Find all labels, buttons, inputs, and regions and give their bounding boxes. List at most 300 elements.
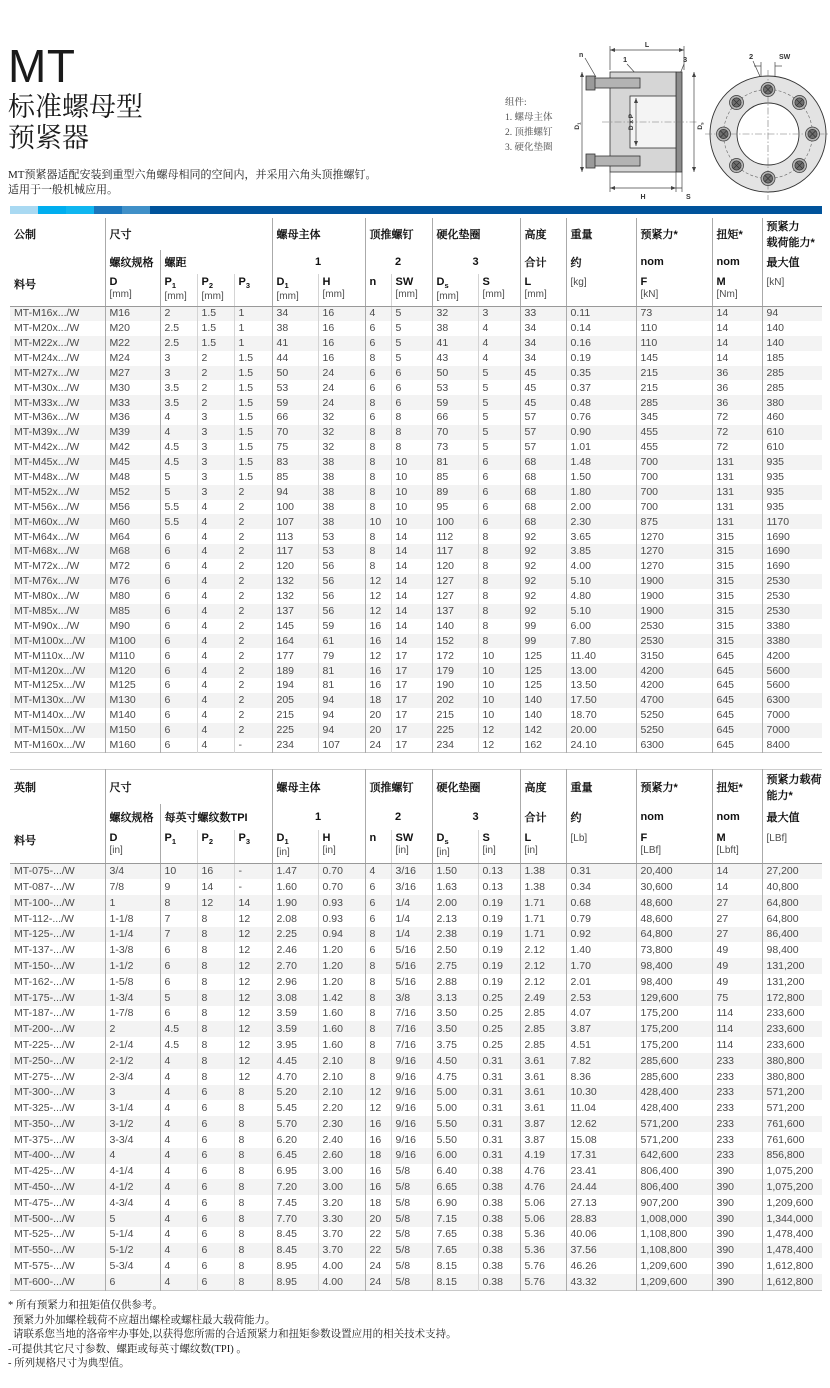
cell: 4 bbox=[197, 589, 234, 604]
cell: 6 bbox=[160, 634, 197, 649]
header-row bbox=[10, 830, 822, 864]
cell: MT-150-.../W bbox=[14, 959, 75, 972]
cell: 4 bbox=[478, 336, 520, 351]
cell: 0.94 bbox=[318, 927, 365, 943]
cell: MT-M42x.../W bbox=[14, 441, 80, 454]
cell: 92 bbox=[520, 529, 566, 544]
cell: 8 bbox=[234, 1258, 272, 1274]
cell: 8 bbox=[197, 1021, 234, 1037]
cell: 0.13 bbox=[478, 879, 520, 895]
header-row bbox=[10, 250, 822, 274]
cell: MT-M76x.../W bbox=[14, 575, 80, 588]
cell: 571,200 bbox=[762, 1100, 822, 1116]
cell: 10 bbox=[391, 470, 432, 485]
cell: 700 bbox=[636, 500, 712, 515]
cell: 20.00 bbox=[566, 723, 636, 738]
cell: 3 bbox=[478, 306, 520, 321]
cell: 0.38 bbox=[478, 1227, 520, 1243]
components-title: 组件: bbox=[505, 98, 527, 108]
cell: M150 bbox=[105, 723, 160, 738]
cell: 4 bbox=[197, 574, 234, 589]
cross-section-diagram bbox=[574, 36, 706, 206]
cell: 2.75 bbox=[432, 958, 478, 974]
cell: 4 bbox=[160, 1100, 197, 1116]
cell: 7.65 bbox=[432, 1243, 478, 1259]
cell: 5/8 bbox=[391, 1258, 432, 1274]
cell: 8 bbox=[234, 1148, 272, 1164]
cell: 571,200 bbox=[636, 1116, 712, 1132]
cell: 2.10 bbox=[318, 1053, 365, 1069]
column-group-header: 合计 bbox=[520, 804, 566, 830]
column-group-header: 最大值 bbox=[762, 250, 822, 274]
header-row bbox=[10, 804, 822, 830]
cell: 6300 bbox=[636, 738, 712, 753]
component-item: 1. 螺母主体 bbox=[505, 113, 553, 123]
cell: 8 bbox=[478, 559, 520, 574]
cell: 68 bbox=[520, 500, 566, 515]
cell: 14 bbox=[712, 321, 762, 336]
cell: 2530 bbox=[762, 604, 822, 619]
cell: 162 bbox=[520, 738, 566, 753]
cell: 48,600 bbox=[636, 895, 712, 911]
cell: 2 bbox=[160, 306, 197, 321]
cell: 10 bbox=[478, 708, 520, 723]
cell: MT-M90x.../W bbox=[14, 619, 80, 632]
cell: 16 bbox=[365, 634, 391, 649]
cell: 0.19 bbox=[478, 942, 520, 958]
cell: 4-1/4 bbox=[105, 1164, 160, 1180]
cell: 1.47 bbox=[272, 864, 318, 880]
cell: 125 bbox=[520, 648, 566, 663]
cell: 4.76 bbox=[520, 1164, 566, 1180]
cell: 38 bbox=[318, 500, 365, 515]
cell: M76 bbox=[105, 574, 160, 589]
cell: 5 bbox=[478, 410, 520, 425]
cell: 3 bbox=[160, 366, 197, 381]
column-group-header: 每英寸螺纹数TPI bbox=[160, 804, 272, 830]
cell: 70 bbox=[272, 425, 318, 440]
cell: MT-600-.../W bbox=[14, 1275, 75, 1288]
cell: 1.48 bbox=[566, 455, 636, 470]
cell: 16 bbox=[318, 321, 365, 336]
cell: 6 bbox=[391, 366, 432, 381]
cell: 2.20 bbox=[318, 1100, 365, 1116]
cell: 8 bbox=[197, 942, 234, 958]
cell: 2-1/4 bbox=[105, 1037, 160, 1053]
cell: 6 bbox=[197, 1100, 234, 1116]
column-group-header: 扭矩* bbox=[712, 218, 762, 250]
cell: 114 bbox=[712, 1037, 762, 1053]
dim-label-DxP: D x P bbox=[628, 113, 635, 131]
cell: 1690 bbox=[762, 559, 822, 574]
cell: 6300 bbox=[762, 693, 822, 708]
cell: 4 bbox=[160, 1148, 197, 1164]
cell: M90 bbox=[105, 619, 160, 634]
cell: 14 bbox=[391, 544, 432, 559]
table-row bbox=[10, 500, 822, 515]
table-row bbox=[10, 1211, 822, 1227]
cell: 3/8 bbox=[391, 990, 432, 1006]
cell: 5 bbox=[478, 380, 520, 395]
column-group-header: 螺距 bbox=[160, 250, 272, 274]
column-header: $D_s$ [in] bbox=[432, 830, 478, 864]
cell: 140 bbox=[520, 708, 566, 723]
cell: 8 bbox=[197, 927, 234, 943]
column-group-header: 顶推螺钉 bbox=[365, 218, 432, 250]
cell: 4.5 bbox=[160, 455, 197, 470]
cell: 233,600 bbox=[762, 1037, 822, 1053]
table-row bbox=[10, 1053, 822, 1069]
cell: 0.25 bbox=[478, 990, 520, 1006]
cell: 12 bbox=[365, 648, 391, 663]
cell: 1-1/2 bbox=[105, 958, 160, 974]
cell: 3150 bbox=[636, 648, 712, 663]
cell: 50 bbox=[272, 366, 318, 381]
cell: 4.5 bbox=[160, 440, 197, 455]
cell: 12 bbox=[365, 589, 391, 604]
cell: 4.00 bbox=[318, 1274, 365, 1290]
cell: MT-350-.../W bbox=[14, 1117, 75, 1130]
cell: 390 bbox=[712, 1195, 762, 1211]
cell: 6 bbox=[365, 380, 391, 395]
cell: 5/8 bbox=[391, 1211, 432, 1227]
cell: 0.31 bbox=[566, 864, 636, 880]
cell: 5/16 bbox=[391, 942, 432, 958]
cell: 0.19 bbox=[478, 895, 520, 911]
cell: 57 bbox=[520, 440, 566, 455]
cell: 4.45 bbox=[272, 1053, 318, 1069]
cell: 315 bbox=[712, 604, 762, 619]
column-header: D [in] bbox=[105, 830, 160, 864]
cell: 16 bbox=[365, 1164, 391, 1180]
cell: 315 bbox=[712, 544, 762, 559]
cell: 0.68 bbox=[566, 895, 636, 911]
cell: 1270 bbox=[636, 529, 712, 544]
cell: 68 bbox=[520, 455, 566, 470]
cell: MT-M24x.../W bbox=[14, 351, 80, 364]
cell: 1.5 bbox=[234, 455, 272, 470]
cell: 12 bbox=[234, 1006, 272, 1022]
cell: 81 bbox=[432, 455, 478, 470]
column-group-header: nom bbox=[636, 804, 712, 830]
column-header: M [Lbft] bbox=[712, 830, 762, 864]
cell: 6 bbox=[365, 879, 391, 895]
column-header: n bbox=[365, 830, 391, 864]
cell: 17 bbox=[391, 648, 432, 663]
cell: 5-1/4 bbox=[105, 1227, 160, 1243]
cell: 8 bbox=[365, 958, 391, 974]
cell: 107 bbox=[318, 738, 365, 753]
cell: 806,400 bbox=[636, 1164, 712, 1180]
cell: M30 bbox=[105, 380, 160, 395]
cell: 18 bbox=[365, 1148, 391, 1164]
cell: 0.70 bbox=[318, 879, 365, 895]
cell: MT-M27x.../W bbox=[14, 366, 80, 379]
column-header: M [Nm] bbox=[712, 274, 762, 306]
cell: 14 bbox=[391, 574, 432, 589]
cell: 6 bbox=[160, 663, 197, 678]
table-row bbox=[10, 1100, 822, 1116]
cell: 38 bbox=[318, 485, 365, 500]
cell: 1.5 bbox=[197, 336, 234, 351]
cell: 12 bbox=[234, 1037, 272, 1053]
cell: 8 bbox=[197, 990, 234, 1006]
cell: 3/16 bbox=[391, 879, 432, 895]
cell: 5.00 bbox=[432, 1100, 478, 1116]
cell: 2.13 bbox=[432, 911, 478, 927]
cell: 34 bbox=[272, 306, 318, 321]
cell: 3.20 bbox=[318, 1195, 365, 1211]
cell: 315 bbox=[712, 619, 762, 634]
cell: 94 bbox=[318, 693, 365, 708]
cell: 380,800 bbox=[762, 1069, 822, 1085]
page-subtitle-line1: 标准螺母型 bbox=[8, 92, 143, 122]
cell: - bbox=[234, 864, 272, 880]
cell: 3.87 bbox=[520, 1132, 566, 1148]
cell: 72 bbox=[712, 425, 762, 440]
cell: 8 bbox=[234, 1100, 272, 1116]
cell: 2 bbox=[197, 351, 234, 366]
cell: 4 bbox=[197, 604, 234, 619]
cell: 18 bbox=[365, 1195, 391, 1211]
cell: 390 bbox=[712, 1211, 762, 1227]
cell: 6 bbox=[197, 1164, 234, 1180]
cell: 92 bbox=[520, 574, 566, 589]
column-header: $D_s$ [mm] bbox=[432, 274, 478, 306]
column-group-header: 3 bbox=[432, 250, 520, 274]
cell: 8 bbox=[478, 604, 520, 619]
cell: 4 bbox=[478, 321, 520, 336]
cell: 20,400 bbox=[636, 864, 712, 880]
cell: 6 bbox=[197, 1227, 234, 1243]
cell: 56 bbox=[318, 559, 365, 574]
cell: 2.5 bbox=[160, 321, 197, 336]
column-group-header: 顶推螺钉 bbox=[365, 770, 432, 804]
cell: 7 bbox=[160, 927, 197, 943]
cell: 7/16 bbox=[391, 1006, 432, 1022]
cell: 17.50 bbox=[566, 693, 636, 708]
cell: 8 bbox=[197, 974, 234, 990]
cell: 27 bbox=[712, 895, 762, 911]
cell: 7/16 bbox=[391, 1021, 432, 1037]
cell: 4.76 bbox=[520, 1179, 566, 1195]
table-row bbox=[10, 911, 822, 927]
cell: MT-250-.../W bbox=[14, 1054, 75, 1067]
cell: 4 bbox=[160, 1195, 197, 1211]
cell: 4 bbox=[197, 529, 234, 544]
cell: 17.31 bbox=[566, 1148, 636, 1164]
cell: 1.5 bbox=[197, 306, 234, 321]
cell: 2.46 bbox=[272, 942, 318, 958]
cell: 8.95 bbox=[272, 1274, 318, 1290]
cell: 390 bbox=[712, 1243, 762, 1259]
cell: 315 bbox=[712, 634, 762, 649]
cell: 8 bbox=[365, 351, 391, 366]
cell: 1.5 bbox=[234, 440, 272, 455]
cell: 610 bbox=[762, 425, 822, 440]
cell: 2.12 bbox=[520, 942, 566, 958]
cell: MT-500-.../W bbox=[14, 1212, 75, 1225]
cell: 6 bbox=[160, 574, 197, 589]
cell: 233,600 bbox=[762, 1006, 822, 1022]
cell: 83 bbox=[272, 455, 318, 470]
cell: 7/16 bbox=[391, 1037, 432, 1053]
cell: 140 bbox=[432, 619, 478, 634]
cell: 37.56 bbox=[566, 1243, 636, 1259]
cell: 22 bbox=[365, 1227, 391, 1243]
cell: 3.59 bbox=[272, 1006, 318, 1022]
cell: 45 bbox=[520, 395, 566, 410]
cell: 345 bbox=[636, 410, 712, 425]
cell: 1900 bbox=[636, 574, 712, 589]
cell: 36 bbox=[712, 366, 762, 381]
callout-1: 1 bbox=[623, 55, 628, 64]
cell: M60 bbox=[105, 514, 160, 529]
column-group-header: 最大值 bbox=[762, 804, 822, 830]
cell: 3.61 bbox=[520, 1053, 566, 1069]
cell: 10 bbox=[391, 455, 432, 470]
cell: MT-M120x.../W bbox=[14, 664, 86, 677]
jack-bolt-head bbox=[586, 154, 595, 168]
cell: 3.61 bbox=[520, 1069, 566, 1085]
cell: 5250 bbox=[636, 708, 712, 723]
header-row bbox=[10, 770, 822, 804]
cell: 2.00 bbox=[566, 500, 636, 515]
cell: 44 bbox=[272, 351, 318, 366]
cell: 24.44 bbox=[566, 1179, 636, 1195]
cell: 4 bbox=[160, 1179, 197, 1195]
cell: 8.15 bbox=[432, 1274, 478, 1290]
cell: M52 bbox=[105, 485, 160, 500]
cell: 0.93 bbox=[318, 895, 365, 911]
cell: MT-187-.../W bbox=[14, 1007, 75, 1020]
table-row bbox=[10, 380, 822, 395]
cell: 10 bbox=[365, 514, 391, 529]
cell: 17 bbox=[391, 723, 432, 738]
cell: 2 bbox=[234, 648, 272, 663]
column-header: $D_1$ [mm] bbox=[272, 274, 318, 306]
cell: 1-5/8 bbox=[105, 974, 160, 990]
cell: 92 bbox=[520, 589, 566, 604]
cell: 18.70 bbox=[566, 708, 636, 723]
cell: 645 bbox=[712, 723, 762, 738]
table-row bbox=[10, 708, 822, 723]
cell: M85 bbox=[105, 604, 160, 619]
cell: 3.5 bbox=[160, 380, 197, 395]
table-row bbox=[10, 958, 822, 974]
cell: 120 bbox=[272, 559, 318, 574]
table-row bbox=[10, 990, 822, 1006]
cell: 22 bbox=[365, 1243, 391, 1259]
table-row bbox=[10, 895, 822, 911]
cell: 12 bbox=[234, 1021, 272, 1037]
cell: 11.04 bbox=[566, 1100, 636, 1116]
cell: 32 bbox=[432, 306, 478, 321]
cell: 6 bbox=[365, 942, 391, 958]
cell: 315 bbox=[712, 589, 762, 604]
cell: 8.36 bbox=[566, 1069, 636, 1085]
cell: 12 bbox=[234, 1053, 272, 1069]
cell: MT-M160x.../W bbox=[14, 738, 86, 751]
cell: 2 bbox=[234, 514, 272, 529]
cell: 72 bbox=[712, 410, 762, 425]
cell: 4.00 bbox=[318, 1258, 365, 1274]
cell: M16 bbox=[105, 306, 160, 321]
cell: 0.90 bbox=[566, 425, 636, 440]
cell: 8 bbox=[365, 529, 391, 544]
cell: 4 bbox=[197, 514, 234, 529]
cell: 233 bbox=[712, 1116, 762, 1132]
cell: 92 bbox=[520, 604, 566, 619]
cell: 285 bbox=[636, 395, 712, 410]
cell: 0.31 bbox=[478, 1132, 520, 1148]
cell: 3.75 bbox=[432, 1037, 478, 1053]
cell: 4 bbox=[160, 1274, 197, 1290]
cell: MT-M52x.../W bbox=[14, 485, 80, 498]
cell: 1.50 bbox=[566, 470, 636, 485]
cell: 0.31 bbox=[478, 1116, 520, 1132]
cell: 8.45 bbox=[272, 1243, 318, 1259]
cell: 1270 bbox=[636, 559, 712, 574]
cell: 7 bbox=[160, 911, 197, 927]
table-row bbox=[10, 738, 822, 753]
cell: 3.30 bbox=[318, 1211, 365, 1227]
cell: 1.60 bbox=[318, 1021, 365, 1037]
cell: 131 bbox=[712, 470, 762, 485]
cell: 8 bbox=[234, 1195, 272, 1211]
banner-segment bbox=[150, 206, 822, 214]
cell: 1 bbox=[234, 306, 272, 321]
cell: 215 bbox=[432, 708, 478, 723]
cell: 99 bbox=[520, 619, 566, 634]
cell: 5 bbox=[391, 351, 432, 366]
cell: 8 bbox=[234, 1211, 272, 1227]
cell: 1.42 bbox=[318, 990, 365, 1006]
table-row bbox=[10, 1021, 822, 1037]
cell: 5.76 bbox=[520, 1258, 566, 1274]
cell: 2 bbox=[234, 708, 272, 723]
cell: MT-162-.../W bbox=[14, 975, 75, 988]
column-group-header: 螺纹规格 bbox=[105, 804, 160, 830]
cell: 3.87 bbox=[520, 1116, 566, 1132]
cell: 8 bbox=[365, 1053, 391, 1069]
metric-table bbox=[10, 218, 822, 753]
cell: 56 bbox=[318, 589, 365, 604]
cell: 0.38 bbox=[478, 1164, 520, 1180]
cell: MT-M64x.../W bbox=[14, 530, 80, 543]
table-row bbox=[10, 1164, 822, 1180]
cell: 5600 bbox=[762, 678, 822, 693]
cell: 6 bbox=[197, 1179, 234, 1195]
cell: 3.87 bbox=[566, 1021, 636, 1037]
cell: 3.13 bbox=[432, 990, 478, 1006]
cell: 114 bbox=[712, 1021, 762, 1037]
cell: 189 bbox=[272, 663, 318, 678]
cell: MT-300-.../W bbox=[14, 1086, 75, 1099]
cell: 2.70 bbox=[272, 958, 318, 974]
cell: 5/8 bbox=[391, 1179, 432, 1195]
table-row bbox=[10, 589, 822, 604]
cell: 140 bbox=[762, 321, 822, 336]
cell: 0.16 bbox=[566, 336, 636, 351]
cell: MT-M140x.../W bbox=[14, 709, 86, 722]
table-row bbox=[10, 321, 822, 336]
cell: 4 bbox=[160, 1116, 197, 1132]
cell: 114 bbox=[712, 1006, 762, 1022]
cell: 12 bbox=[234, 927, 272, 943]
cell: 645 bbox=[712, 663, 762, 678]
cell: 125 bbox=[520, 678, 566, 693]
